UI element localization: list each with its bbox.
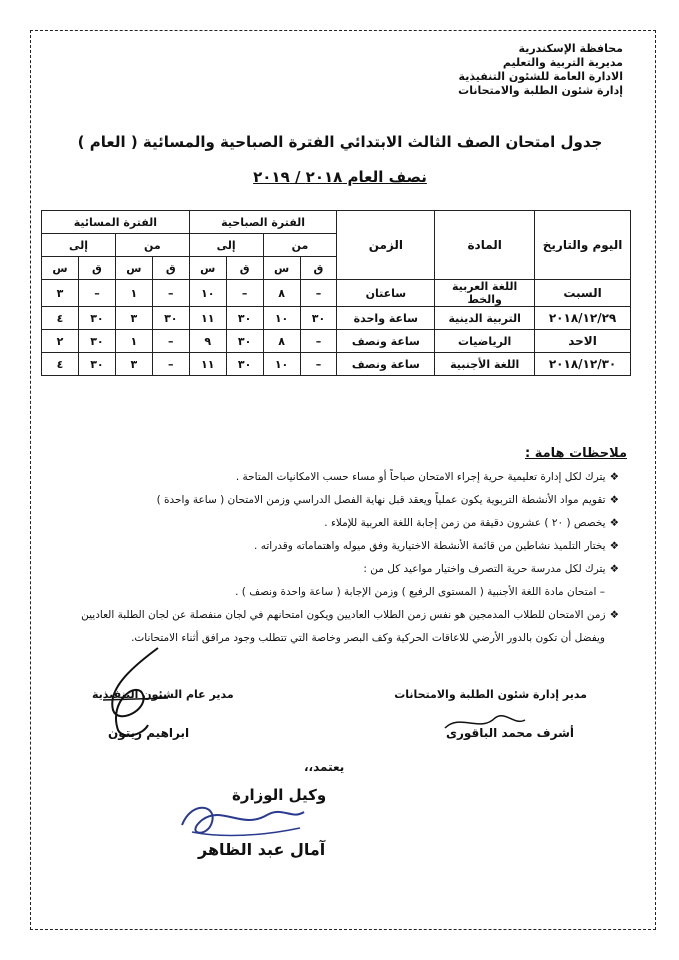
- table-row: [42, 280, 631, 307]
- header-subject: المادة: [435, 211, 535, 280]
- date-cell: ٢٠١٨/١٢/٢٩: [535, 307, 631, 330]
- time-cell: ٣: [115, 307, 152, 330]
- header-s: س: [189, 257, 226, 280]
- note-item: [59, 466, 619, 489]
- header-evening-from: من: [115, 234, 189, 257]
- time-cell: ٣٠: [226, 330, 263, 353]
- time-cell: –: [78, 280, 115, 307]
- bullet-icon: ❖: [609, 540, 619, 552]
- time-cell: –: [300, 330, 337, 353]
- time-cell: –: [300, 280, 337, 307]
- duration-cell: ساعتان: [337, 280, 435, 307]
- note-text: يختار التلميذ نشاطين من قائمة الأنشطة الاختيارية وفق ميوله واهتماماته وقدراته .: [254, 540, 606, 552]
- header-morning: الفترة الصباحية: [189, 211, 337, 234]
- note-text: ويفضل أن تكون بالدور الأرضي للاعاقات الحركية وكف البصر وخاصة التي تتطلب وجود مرافق أثناء الامتحانات.: [131, 632, 605, 644]
- time-cell: ١٠: [263, 307, 300, 330]
- time-cell: –: [226, 280, 263, 307]
- note-text: تقويم مواد الأنشطة التربوية يكون عملياً ويعقد قبل نهاية الفصل الدراسي وزمن الامتحان ( ساعة واحدة ): [156, 494, 606, 506]
- time-cell: ١: [115, 280, 152, 307]
- time-cell: ١٠: [189, 280, 226, 307]
- time-cell: ١: [115, 330, 152, 353]
- subject-cell: اللغة الأجنبية: [435, 353, 535, 376]
- time-cell: ١١: [189, 353, 226, 376]
- date-cell: ٢٠١٨/١٢/٣٠: [535, 353, 631, 376]
- time-cell: –: [300, 353, 337, 376]
- left-signature-title: مدير عام الشئون التنفيذية: [92, 688, 234, 701]
- bullet-icon: ❖: [609, 517, 619, 529]
- header-q: ق: [226, 257, 263, 280]
- time-cell: ٣٠: [152, 307, 189, 330]
- day-cell: السبت: [535, 280, 631, 307]
- header-evening: الفترة المسائية: [42, 211, 190, 234]
- subject-cell: الرياضيات: [435, 330, 535, 353]
- table-row: [42, 307, 631, 330]
- note-sub-item: [59, 581, 619, 604]
- approval-name: آمال عبد الظاهر: [198, 840, 326, 859]
- letterhead-line: محافظة الإسكندرية: [518, 42, 623, 55]
- note-text: – امتحان مادة اللغة الأجنبية ( المستوى الرفيع ) وزمن الإجابة ( ساعة واحدة ونصف ) .: [235, 586, 605, 598]
- subject-cell: اللغة العربية والخط: [435, 280, 535, 307]
- header-q: ق: [152, 257, 189, 280]
- notes-list: [59, 466, 619, 650]
- left-signature-scribble: [88, 640, 178, 750]
- time-cell: ٣٠: [78, 307, 115, 330]
- time-cell: ٣٠: [226, 307, 263, 330]
- table-header-row: [42, 211, 631, 234]
- left-signature-name: ابراهيم زيتون: [108, 726, 190, 740]
- note-item: [59, 512, 619, 535]
- time-cell: ١٠: [263, 353, 300, 376]
- note-item: [59, 489, 619, 512]
- note-item: [59, 535, 619, 558]
- note-item: [59, 558, 619, 581]
- time-cell: ٨: [263, 330, 300, 353]
- notes-title: ملاحظات هامة :: [525, 446, 627, 461]
- approval-title: وكيل الوزارة: [232, 786, 327, 804]
- letterhead-line: مديرية التربية والتعليم: [502, 56, 623, 69]
- right-signature-scribble: [440, 708, 530, 738]
- time-cell: –: [152, 280, 189, 307]
- right-signature-name: أشرف محمد الباقورى: [445, 726, 574, 740]
- time-cell: ٣٠: [226, 353, 263, 376]
- time-cell: ٣٠: [78, 330, 115, 353]
- note-item: [59, 604, 619, 627]
- header-q: ق: [300, 257, 337, 280]
- letterhead-line: الادارة العامة للشئون التنفيذية: [458, 70, 623, 83]
- duration-cell: ساعة ونصف: [337, 330, 435, 353]
- right-signature-title: مدير إدارة شئون الطلبة والامتحانات: [394, 688, 587, 701]
- exam-schedule-table: [41, 210, 631, 376]
- note-text: يترك لكل إدارة تعليمية حرية إجراء الامتحان صباحاً أو مساء حسب الامكانيات المتاحة .: [235, 471, 606, 483]
- bullet-icon: ❖: [609, 494, 619, 506]
- day-cell: الاحد: [535, 330, 631, 353]
- bullet-icon: ❖: [609, 563, 619, 575]
- approval-label: يعتمد،،: [304, 760, 345, 774]
- header-s: س: [42, 257, 79, 280]
- letterhead-line: إدارة شئون الطلبة والامتحانات: [458, 84, 623, 97]
- time-cell: –: [152, 330, 189, 353]
- time-cell: ٣: [42, 280, 79, 307]
- note-text: يترك لكل مدرسة حرية التصرف واختيار مواعيد كل من :: [363, 563, 606, 575]
- subject-cell: التربية الدينية: [435, 307, 535, 330]
- header-evening-to: إلى: [42, 234, 116, 257]
- header-duration: الزمن: [337, 211, 435, 280]
- time-cell: ٣٠: [78, 353, 115, 376]
- document-title: جدول امتحان الصف الثالث الابتدائي الفترة الصباحية والمسائية ( العام ): [77, 133, 603, 151]
- header-morning-from: من: [263, 234, 337, 257]
- header-q: ق: [78, 257, 115, 280]
- header-day: اليوم والتاريخ: [535, 211, 631, 280]
- note-text: يخصص ( ٢٠ ) عشرون دقيقة من زمن إجابة اللغة العربية للإملاء .: [324, 517, 606, 529]
- header-s: س: [115, 257, 152, 280]
- duration-cell: ساعة ونصف: [337, 353, 435, 376]
- time-cell: ١١: [189, 307, 226, 330]
- time-cell: ٤: [42, 307, 79, 330]
- time-cell: ٣: [115, 353, 152, 376]
- time-cell: ٤: [42, 353, 79, 376]
- header-morning-to: إلى: [189, 234, 263, 257]
- letterhead: [363, 42, 623, 98]
- document-subtitle: نصف العام ٢٠١٨ / ٢٠١٩: [253, 168, 427, 186]
- time-cell: –: [152, 353, 189, 376]
- bullet-icon: ❖: [609, 471, 619, 483]
- table-row: [42, 330, 631, 353]
- table-row: [42, 353, 631, 376]
- header-s: س: [263, 257, 300, 280]
- note-text: زمن الامتحان للطلاب المدمجين هو نفس زمن الطلاب العاديين ويكون امتحانهم في لجان منفصلة عن لجان الطلبة العاديين: [81, 609, 606, 621]
- bullet-icon: ❖: [609, 609, 619, 621]
- time-cell: ٨: [263, 280, 300, 307]
- time-cell: ٩: [189, 330, 226, 353]
- duration-cell: ساعة واحدة: [337, 307, 435, 330]
- time-cell: ٣٠: [300, 307, 337, 330]
- time-cell: ٢: [42, 330, 79, 353]
